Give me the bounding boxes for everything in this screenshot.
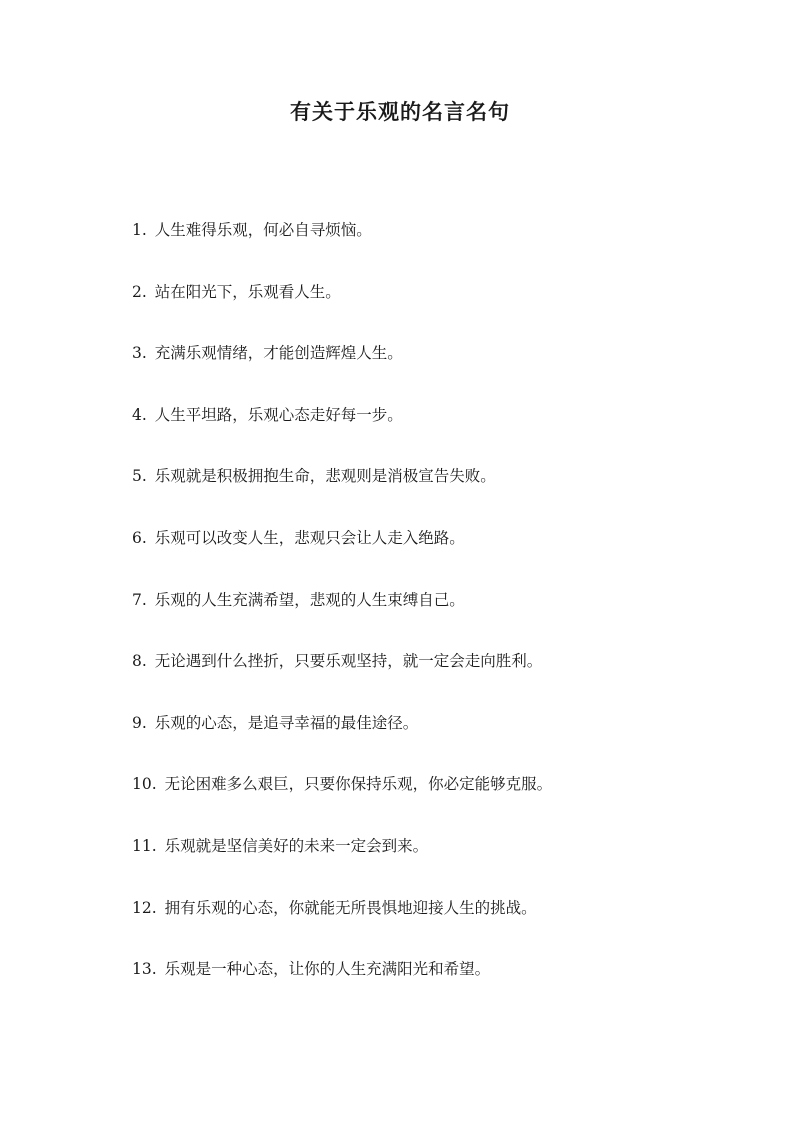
- quote-number: 5.: [132, 467, 147, 486]
- quote-text: 乐观就是积极拥抱生命，悲观则是消极宣告失败。: [154, 467, 496, 486]
- quote-text: 无论遇到什么挫折，只要乐观坚持，就一定会走向胜利。: [154, 652, 543, 671]
- quote-number: 3.: [132, 344, 147, 363]
- quote-text: 无论困难多么艰巨，只要你保持乐观，你必定能够克服。: [164, 775, 553, 794]
- quote-number: 2.: [132, 282, 147, 301]
- quote-number: 8.: [132, 652, 147, 671]
- quote-number: 1.: [132, 221, 147, 239]
- quote-item-9: [132, 711, 752, 773]
- quote-number: 11.: [132, 836, 157, 855]
- quote-item-1: [132, 218, 752, 280]
- quote-item-3: [132, 341, 752, 403]
- quote-item-4: [132, 403, 752, 465]
- quote-number: 12.: [132, 898, 157, 917]
- quote-item-8: [132, 649, 752, 711]
- quote-item-5: [132, 464, 752, 526]
- quote-text: 拥有乐观的心态，你就能无所畏惧地迎接人生的挑战。: [164, 898, 537, 917]
- quote-text: 乐观是一种心态，让你的人生充满阳光和希望。: [164, 960, 491, 979]
- quote-item-7: [132, 588, 752, 650]
- quote-item-13: [132, 957, 752, 1019]
- quote-number: 4.: [132, 405, 147, 424]
- quote-item-12: [132, 896, 752, 958]
- quote-text: 乐观就是坚信美好的未来一定会到来。: [164, 836, 429, 855]
- page-title: 有关于乐观的名言名句: [290, 99, 510, 124]
- quote-number: 7.: [132, 590, 147, 609]
- quote-item-11: [132, 834, 752, 896]
- quote-number: 13.: [132, 960, 157, 979]
- quote-number: 6.: [132, 528, 147, 547]
- quote-text: 乐观可以改变人生，悲观只会让人走入绝路。: [154, 528, 465, 547]
- quote-text: 站在阳光下，乐观看人生。: [154, 282, 341, 301]
- quote-text: 人生难得乐观，何必自寻烦恼。: [154, 221, 372, 239]
- quote-number: 9.: [132, 713, 147, 732]
- quote-text: 充满乐观情绪，才能创造辉煌人生。: [154, 344, 403, 363]
- quote-text: 人生平坦路，乐观心态走好每一步。: [154, 405, 403, 424]
- quote-text: 乐观的心态，是追寻幸福的最佳途径。: [154, 713, 419, 732]
- quote-item-2: [132, 280, 752, 342]
- quote-list: [132, 218, 752, 1019]
- quote-number: 10.: [132, 775, 157, 794]
- quote-item-10: [132, 772, 752, 834]
- quote-text: 乐观的人生充满希望，悲观的人生束缚自己。: [154, 590, 465, 609]
- quote-item-6: [132, 526, 752, 588]
